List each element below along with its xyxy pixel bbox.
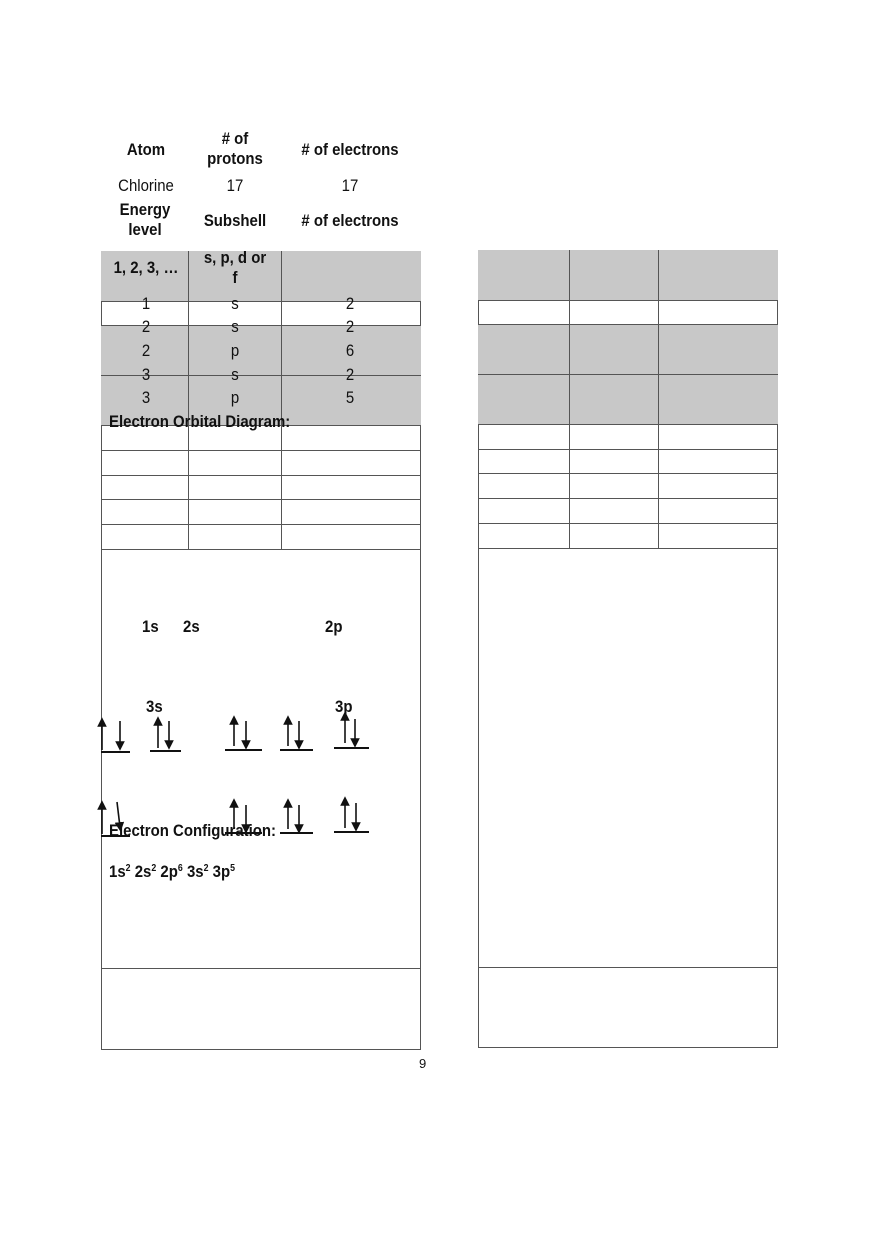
config-term: $3p^5$ [212, 862, 236, 881]
energy-level-subheader: 1, 2, 3, … [113, 258, 179, 277]
orbital-box-3p-2 [280, 803, 313, 833]
energy-level-header: Energy level [119, 200, 171, 239]
subshell-cell: s [231, 294, 239, 313]
config-term: $3s^2$ [186, 862, 209, 881]
subshell-subheader: s, p, d or f [203, 248, 267, 287]
electrons-value: 17 [341, 176, 359, 195]
orbital-label-2p: 2p [325, 617, 343, 636]
subshell-cell: s [231, 365, 239, 384]
atom-name: Chlorine [118, 176, 174, 195]
electrons-cell: 5 [345, 388, 355, 407]
protons-header: # of protons [207, 129, 263, 168]
orbital-box-2p-2 [280, 720, 313, 750]
energy-level-cell: 2 [141, 341, 151, 360]
electrons-header: # of electrons [301, 140, 399, 159]
orbital-box-2p-1 [225, 720, 262, 750]
config-term: $2s^2$ [134, 862, 157, 881]
page-number: 9 [419, 1056, 427, 1071]
orbital-box-1s [101, 721, 130, 752]
orbital-box-2p-3 [334, 716, 369, 748]
energy-level-cell: 3 [141, 365, 151, 384]
orbital-box-3p-3 [334, 801, 369, 832]
orbital-box-2s [150, 721, 181, 751]
atom-header: Atom [126, 140, 166, 159]
orbital-label-2s: 2s [183, 617, 200, 636]
orbital-diagram-title: Electron Orbital Diagram: [109, 412, 291, 431]
electrons-cell: 2 [345, 365, 355, 384]
electrons-cell: 2 [345, 317, 355, 336]
subshell-cell: s [231, 317, 239, 336]
orbital-label-3p: 3p [335, 697, 353, 716]
energy-level-cell: 3 [141, 388, 151, 407]
subshell-electrons-header: # of electrons [301, 211, 399, 230]
subshell-cell: p [230, 341, 240, 360]
config-term: $1s^2$ [109, 862, 131, 881]
subshell-header: Subshell [203, 211, 267, 230]
subshell-cell: p [230, 388, 240, 407]
orbital-label-1s: 1s [142, 617, 159, 636]
energy-level-cell: 1 [141, 294, 151, 313]
electrons-cell: 6 [345, 341, 355, 360]
energy-level-cell: 2 [141, 317, 151, 336]
configuration-value [109, 862, 235, 882]
electrons-cell: 2 [345, 294, 355, 313]
orbital-label-3s: 3s [146, 697, 163, 716]
protons-value: 17 [226, 176, 244, 195]
configuration-title: Electron Configuration: [109, 821, 277, 840]
config-term: $2p^6$ [160, 862, 183, 881]
